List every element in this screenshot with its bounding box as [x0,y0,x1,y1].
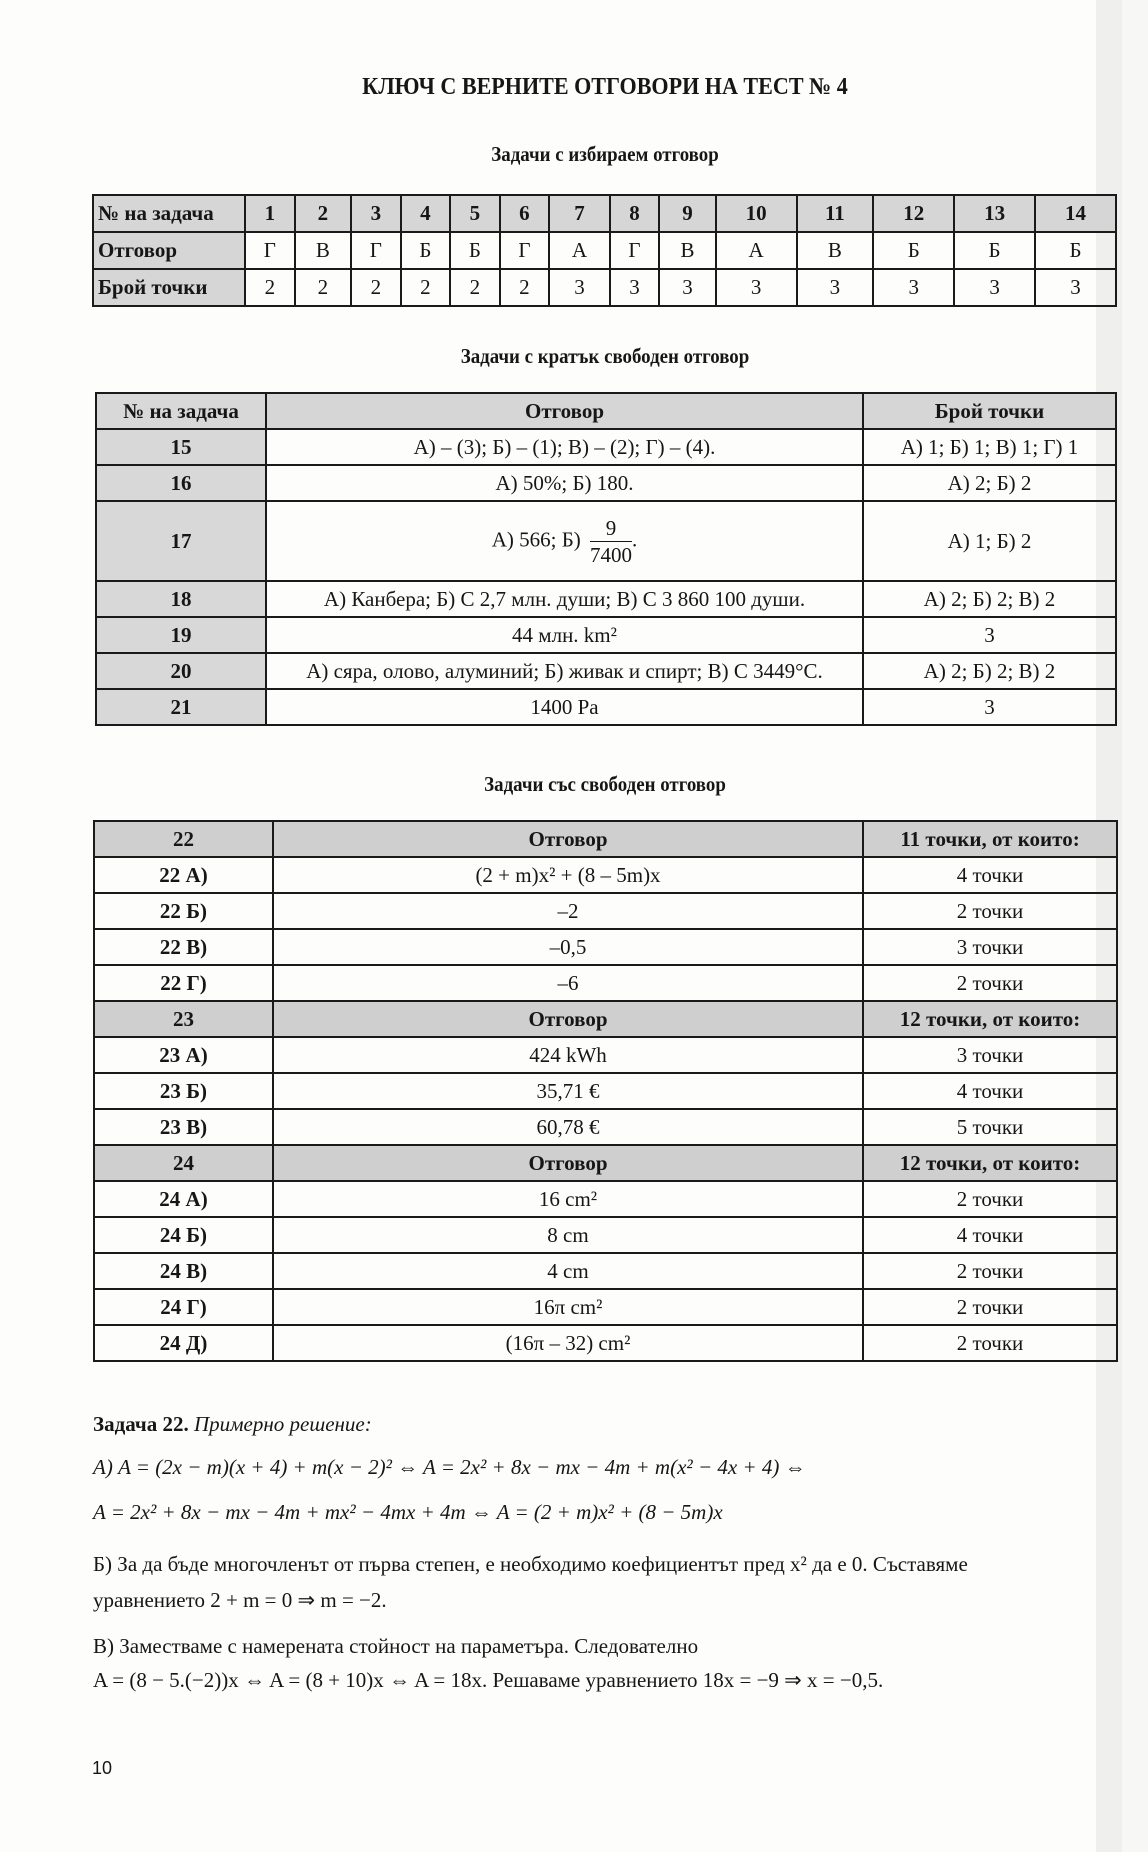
task-number-cell: 6 [500,195,550,232]
answer-cell: (2 + m)x² + (8 – 5m)x [273,857,863,893]
task-cell: 21 [96,689,266,725]
points-cell: 3 [716,269,797,306]
multiple-choice-table [92,194,1117,307]
points-cell: 3 [954,269,1035,306]
solution-subtitle: Примерно решение: [193,1412,372,1436]
answer-cell: 4 cm [273,1253,863,1289]
points-cell: 3 [863,617,1116,653]
points-cell: 3 [610,269,660,306]
table-header-row [96,393,1116,429]
task-cell: 24 В) [94,1253,273,1289]
table-row [94,1181,1117,1217]
points-cell: 2 [500,269,550,306]
answer-cell: –0,5 [273,929,863,965]
answer-cell: Б [1035,232,1116,269]
answer-cell: Б [954,232,1035,269]
solution-line-b1: Б) За да бъде многочленът от първа степен, е необходимо коефициентът пред x² да е 0. Съставяме [93,1552,968,1576]
points-cell: А) 2; Б) 2; В) 2 [863,581,1116,617]
column-header: Отговор [273,821,863,857]
task-number-cell: 9 [659,195,715,232]
task-cell: 24 Г) [94,1289,273,1325]
answer-cell: Г [610,232,660,269]
group-header-row [94,821,1117,857]
task-cell: 22 Б) [94,893,273,929]
answer-cell: Б [450,232,499,269]
table-row [96,501,1116,581]
points-cell: 3 [659,269,715,306]
task-number-cell: 1 [245,195,295,232]
points-cell: 2 [351,269,401,306]
column-header: 12 точки, от които: [863,1145,1117,1181]
task-cell: 16 [96,465,266,501]
points-cell: 5 точки [863,1109,1117,1145]
task-number-cell: 14 [1035,195,1116,232]
answer-cell: 16π cm² [273,1289,863,1325]
table-row [96,465,1116,501]
answer-cell: Б [873,232,954,269]
section3-heading: Задачи със свободен отговор [484,772,726,796]
table-row [96,653,1116,689]
fraction [590,515,632,568]
group-task-cell: 22 [94,821,273,857]
task-cell: 22 А) [94,857,273,893]
answer-cell: Г [245,232,295,269]
points-cell: 3 [797,269,874,306]
points-cell: 2 точки [863,1325,1117,1361]
table-row [96,617,1116,653]
table-row [94,1289,1117,1325]
answer-suffix: . [632,526,638,551]
section2-heading: Задачи с кратък свободен отговор [460,344,750,368]
group-task-cell: 23 [94,1001,273,1037]
task-number-cell: 4 [401,195,450,232]
points-cell: 4 точки [863,857,1117,893]
table-row [94,1253,1117,1289]
points-cell: 3 точки [863,929,1117,965]
solution-title [93,1412,372,1437]
solution-line-c2: A = (8 − 5.(−2))x ⇔ A = (8 + 10)x ⇔ A = 18x. Решаваме уравнението 18x = −9 ⇒ x = −0,5. [93,1668,884,1692]
task-cell: 23 А) [94,1037,273,1073]
page-title: КЛЮЧ С ВЕРНИТЕ ОТГОВОРИ НА ТЕСТ № 4 [362,74,848,100]
table-row-answers [93,232,1116,269]
task-cell: 24 Б) [94,1217,273,1253]
column-header: Отговор [273,1145,863,1181]
points-cell: 2 [295,269,351,306]
points-cell: А) 2; Б) 2; В) 2 [863,653,1116,689]
task-cell: 22 В) [94,929,273,965]
table-row [94,965,1117,1001]
column-header: 11 точки, от които: [863,821,1117,857]
task-cell: 24 Д) [94,1325,273,1361]
answer-cell: Г [500,232,550,269]
answer-cell: 60,78 € [273,1109,863,1145]
solution-line-a1: А) A = (2x − m)(x + 4) + m(x − 2)² ⇔ A = 2x² + 8x − mx − 4m + m(x² − 4x + 4) ⇔ [93,1455,806,1479]
task-cell: 19 [96,617,266,653]
points-cell: 2 [450,269,499,306]
task-cell: 18 [96,581,266,617]
page-number: 10 [92,1758,113,1778]
table-row [94,893,1117,929]
points-cell: А) 1; Б) 2 [863,501,1116,581]
points-cell: 4 точки [863,1217,1117,1253]
points-cell: 2 точки [863,893,1117,929]
table-row [94,857,1117,893]
answer-cell: А) сяра, олово, алуминий; Б) живак и спирт; В) С 3449°С. [266,653,863,689]
answer-cell: А [716,232,797,269]
column-header: Брой точки [863,393,1116,429]
answer-cell: 424 kWh [273,1037,863,1073]
task-cell: 17 [96,501,266,581]
points-cell: 2 точки [863,1253,1117,1289]
fraction-numerator: 9 [590,515,632,542]
task-cell: 24 А) [94,1181,273,1217]
row-label: № на задача [93,195,245,232]
points-cell: 3 [863,689,1116,725]
answer-cell: –6 [273,965,863,1001]
task-cell: 22 Г) [94,965,273,1001]
task-number-cell: 11 [797,195,874,232]
task-number-cell: 7 [549,195,609,232]
table-row [96,429,1116,465]
points-cell: 3 точки [863,1037,1117,1073]
answer-cell: 16 cm² [273,1181,863,1217]
group-header-row [94,1001,1117,1037]
column-header: Отговор [266,393,863,429]
free-answer-table [93,820,1118,1362]
task-cell: 23 Б) [94,1073,273,1109]
answer-cell: В [659,232,715,269]
answer-cell: 44 млн. km² [266,617,863,653]
row-label: Брой точки [93,269,245,306]
task-cell: 23 В) [94,1109,273,1145]
column-header: № на задача [96,393,266,429]
table-row [94,1325,1117,1361]
answer-cell [266,501,863,581]
fraction-denominator: 7400 [590,542,633,567]
task-number-cell: 5 [450,195,499,232]
answer-cell: В [295,232,351,269]
table-row [94,1109,1117,1145]
task-number-cell: 8 [610,195,660,232]
points-cell: 2 точки [863,1181,1117,1217]
table-row-task-numbers [93,195,1116,232]
answer-cell: А) – (3); Б) – (1); В) – (2); Г) – (4). [266,429,863,465]
task-cell: 15 [96,429,266,465]
task-number-cell: 10 [716,195,797,232]
answer-cell: Г [351,232,401,269]
table-row [94,929,1117,965]
solution-line-c1: В) Заместваме с намерената стойност на параметъра. Следователно [93,1634,699,1658]
answer-cell: 8 cm [273,1217,863,1253]
table-row [96,689,1116,725]
solution-line-b2: уравнението 2 + m = 0 ⇒ m = −2. [93,1588,387,1612]
points-cell: 3 [549,269,609,306]
points-cell: 2 точки [863,965,1117,1001]
answer-cell: (16π – 32) cm² [273,1325,863,1361]
group-task-cell: 24 [94,1145,273,1181]
task-number-cell: 3 [351,195,401,232]
table-row [96,581,1116,617]
table-row [94,1037,1117,1073]
task-number-cell: 13 [954,195,1035,232]
points-cell: А) 2; Б) 2 [863,465,1116,501]
table-row [94,1073,1117,1109]
task-number-cell: 2 [295,195,351,232]
answer-cell: В [797,232,874,269]
solution-label: Задача 22. [93,1412,189,1436]
points-cell: 2 точки [863,1289,1117,1325]
points-cell: 4 точки [863,1073,1117,1109]
section1-heading: Задачи с избираем отговор [491,142,719,166]
answer-cell: –2 [273,893,863,929]
answer-cell: Б [401,232,450,269]
task-cell: 20 [96,653,266,689]
solution-line-a2: A = 2x² + 8x − mx − 4m + mx² − 4mx + 4m ⇔ A = (2 + m)x² + (8 − 5m)x [93,1500,723,1524]
points-cell: 3 [873,269,954,306]
answer-cell: 35,71 € [273,1073,863,1109]
table-row [94,1217,1117,1253]
points-cell: 2 [401,269,450,306]
table-row-points [93,269,1116,306]
short-answer-table [95,392,1117,726]
answer-cell: А [549,232,609,269]
points-cell: 2 [245,269,295,306]
task-number-cell: 12 [873,195,954,232]
group-header-row [94,1145,1117,1181]
points-cell: А) 1; Б) 1; В) 1; Г) 1 [863,429,1116,465]
row-label: Отговор [93,232,245,269]
answer-prefix: А) 566; Б) [491,526,581,551]
points-cell: 3 [1035,269,1116,306]
answer-cell: 1400 Pa [266,689,863,725]
answer-cell: А) 50%; Б) 180. [266,465,863,501]
column-header: Отговор [273,1001,863,1037]
column-header: 12 точки, от които: [863,1001,1117,1037]
answer-cell: А) Канбера; Б) С 2,7 млн. души; В) С 3 860 100 души. [266,581,863,617]
